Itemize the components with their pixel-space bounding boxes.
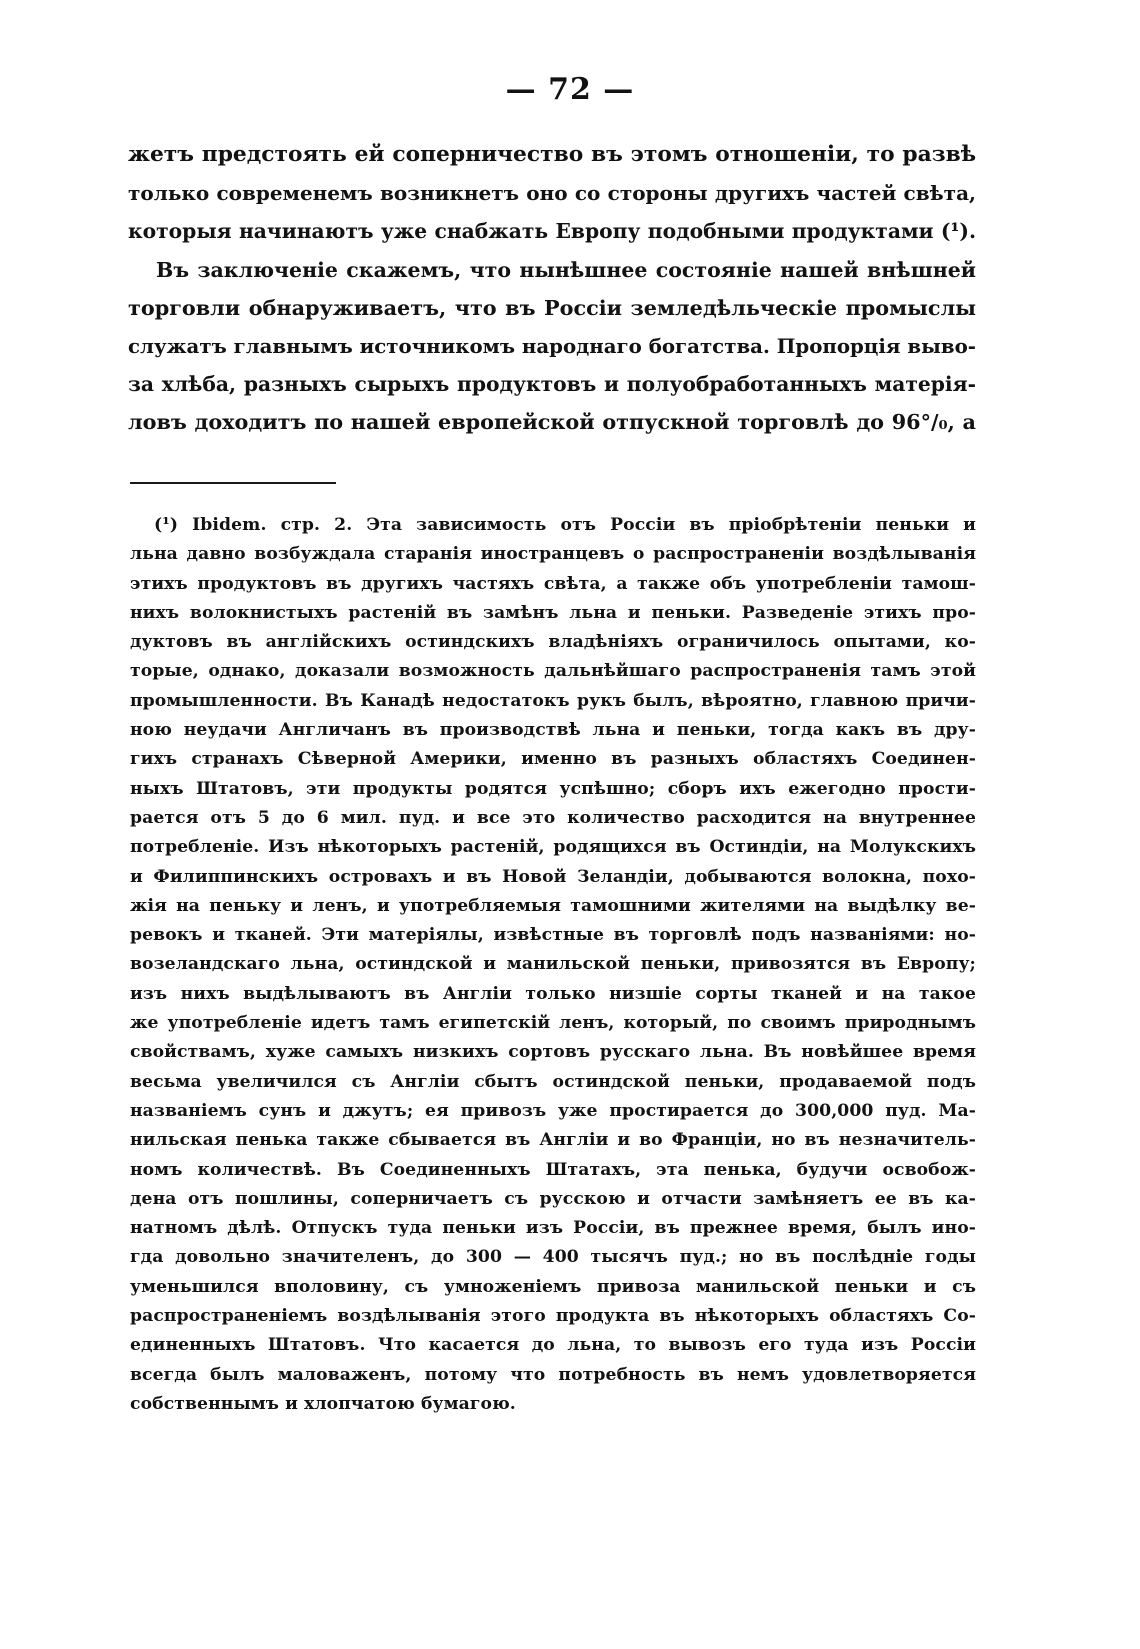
footnote-line: названiемъ сунъ и джутъ; ея привозъ уже простирается до 300,000 пуд. Ма-: [130, 1100, 976, 1121]
footnote-line: свойствамъ, хуже самыхъ низкихъ сортовъ русскаго льна. Въ новѣйшее время: [130, 1042, 976, 1063]
footnote-divider: [130, 482, 336, 484]
main-text-line: Въ заключенiе скажемъ, что нынѣшнее состоянiе нашей внѣшней: [156, 257, 976, 282]
footnote-line: возеландскаго льна, остиндской и манильской пеньки, привозятся въ Европу;: [130, 954, 976, 975]
main-text-line: за хлѣба, разныхъ сырыхъ продуктовъ и полуобработанныхъ матерiя-: [128, 372, 976, 397]
footnote-line: всегда былъ маловаженъ, потому что потребность въ немъ удовлетворяется: [130, 1364, 976, 1385]
footnote-line: (¹) Ibidem. стр. 2. Эта зависимость отъ Россiи въ прiобрѣтенiи пеньки и: [154, 515, 976, 535]
footnote-line: весьма увеличился съ Англiи сбытъ остиндской пеньки, продаваемой подъ: [130, 1071, 976, 1092]
footnote-line: и Филиппинскихъ островахъ и въ Новой Зеландiи, добываются волокна, похо-: [130, 866, 976, 887]
footnote-line: жiя на пеньку и ленъ, и употребляемыя тамошними жителями на выдѣлку ве-: [130, 895, 976, 916]
footnote-line: промышленности. Въ Канадѣ недостатокъ рукъ былъ, вѣроятно, главною причи-: [130, 690, 976, 711]
main-text-line: которыя начинаютъ уже снабжать Европу подобными продуктами (¹).: [128, 219, 976, 244]
footnote-line: дуктовъ въ англiйскихъ остиндскихъ владѣнiяхъ ограничилось опытами, ко-: [130, 632, 976, 653]
footnote-line: рается отъ 5 до 6 мил. пуд. и все это количество расходится на внутреннее: [130, 807, 976, 828]
main-text-line: только современемъ возникнетъ оно со стороны другихъ частей свѣта,: [128, 181, 976, 206]
footnote-line: изъ нихъ выдѣлываютъ въ Англiи только низшiе сорты тканей и на такое: [130, 983, 976, 1004]
footnote-line: дена отъ пошлины, соперничаетъ съ русскою и отчасти замѣняетъ ее въ ка-: [130, 1188, 976, 1209]
footnote-line: ныхъ Штатовъ, эти продукты родятся успѣшно; сборъ ихъ ежегодно прости-: [130, 778, 976, 799]
footnote-line: ревокъ и тканей. Эти матерiялы, извѣстные въ торговлѣ подъ названiями: но-: [130, 925, 976, 946]
footnote-line: собственнымъ и хлопчатою бумагою.: [130, 1393, 516, 1414]
footnote-line: этихъ продуктовъ въ другихъ частяхъ свѣта, а также объ употребленiи тамош-: [130, 573, 976, 594]
footnote-line: нильская пенька также сбывается въ Англiи и во Францiи, но въ незначитель-: [130, 1130, 976, 1151]
footnote-line: нихъ волокнистыхъ растенiй въ замѣнъ льна и пеньки. Разведенiе этихъ про-: [130, 602, 976, 623]
footnote-line: распространенiемъ воздѣлыванiя этого продукта въ нѣкоторыхъ областяхъ Со-: [130, 1306, 976, 1327]
footnote-line: льна давно возбуждала старанiя иностранцевъ о распространенiи воздѣлыванiя: [130, 544, 976, 565]
main-text-block: [128, 136, 976, 442]
footnote-line: уменьшился вполовину, съ умноженiемъ привоза манильской пеньки и съ: [130, 1276, 976, 1297]
footnote-line: гда довольно значителенъ, до 300 — 400 тысячъ пуд.; но въ послѣднiе годы: [130, 1247, 976, 1268]
main-text-line: ловъ доходитъ по нашей европейской отпускной торговлѣ до 96°/₀, а: [128, 410, 976, 435]
page-number: — 72 —: [505, 72, 635, 107]
footnote-line: же употребленiе идетъ тамъ египетскiй ленъ, который, по своимъ природнымъ: [130, 1013, 976, 1034]
footnote-line: потребленiе. Изъ нѣкоторыхъ растенiй, родящихся въ Остиндiи, на Молукскихъ: [130, 837, 976, 858]
footnote-line: гихъ странахъ Сѣверной Америки, именно въ разныхъ областяхъ Соединен-: [130, 749, 976, 770]
footnote-line: натномъ дѣлѣ. Отпускъ туда пеньки изъ Россiи, въ прежнее время, былъ ино-: [130, 1218, 976, 1239]
main-text-line: торговли обнаруживаетъ, что въ Россiи земледѣльческiе промыслы: [128, 295, 976, 320]
footnote-line: единенныхъ Штатовъ. Что касается до льна, то вывозъ его туда изъ Россiи: [130, 1335, 976, 1356]
footnote-line: номъ количествѣ. Въ Соединенныхъ Штатахъ, эта пенька, будучи освобож-: [130, 1159, 976, 1180]
footnote-line: ною неудачи Англичанъ въ производствѣ льна и пеньки, тогда какъ въ дру-: [130, 720, 976, 741]
main-text-line: жетъ предстоять ей соперничество въ этомъ отношенiи, то развѣ: [128, 142, 976, 167]
footnote-block: [130, 511, 976, 1419]
main-text-line: служатъ главнымъ источникомъ народнаго богатства. Пропорцiя выво-: [128, 333, 976, 358]
footnote-line: торые, однако, доказали возможность дальнѣйшаго распространенiя тамъ этой: [130, 661, 976, 682]
